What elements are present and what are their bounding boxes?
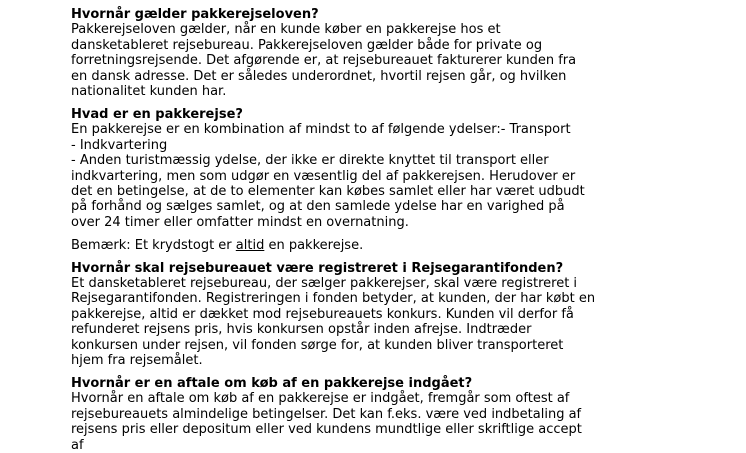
list-item: - Indkvartering: [71, 137, 168, 153]
section-when-law-applies: [71, 7, 596, 99]
note-before: Bemærk: Et krydstogt er: [71, 237, 236, 253]
section-heading: Hvad er en pakkerejse?: [71, 106, 243, 122]
section-what-is-package-trip: [71, 107, 596, 230]
section-heading: Hvornår er en aftale om køb af en pakkerejse indgået?: [71, 375, 473, 391]
note-emphasis: altid: [235, 237, 265, 253]
section-agreement: [71, 376, 596, 453]
note-text: [71, 238, 596, 253]
document-page: [71, 7, 596, 453]
note-after: en pakkerejse.: [264, 237, 364, 253]
section-registration: [71, 261, 596, 369]
section-heading: Hvornår skal rejsebureauet være registreret i Rejsegarantifonden?: [71, 260, 564, 276]
section-body: En pakkerejse er en kombination af mindst to af følgende ydelser:- Transport: [71, 122, 571, 138]
section-note-cruise: [71, 238, 596, 253]
section-heading: Hvornår gælder pakkerejseloven?: [71, 7, 319, 22]
section-body: Et dansketableret rejsebureau, der sælger pakkerejser, skal være registreret i Rejsegarantifonden. Registreringen i fonden betyder, at kunden, der har købt en pakkerejse, altid er dækket mod rejsebureauets konkurs. Kunden vil derfor få refunderet rejsens pris, hvis konkursen opstår inden afrejse. Indtræder konkursen under rejsen, vil fonden sørge for, at kunden bliver transporteret hjem fra rejsemålet.: [71, 276, 596, 369]
section-body: Hvornår en aftale om køb af en pakkerejse er indgået, fremgår som oftest af rejsebureauets almindelige betingelser. Det kan f.eks. være ved indbetaling af rejsens pris eller depositum eller ved kundens mundtlige eller skriftlige accept af: [71, 391, 582, 453]
list-item: - Anden turistmæssig ydelse, der ikke er direkte knyttet til transport eller indkvartering, men som udgør en væsentlig del af pakkerejsen. Herudover er det en betingelse, at de to elementer kan købes samlet eller har været udbudt på forhånd og sælges samlet, og at den samlede ydelse har en varighed på over 24 timer eller omfatter mindst en overnatning.: [71, 153, 585, 230]
section-body: Pakkerejseloven gælder, når en kunde køber en pakkerejse hos et dansketableret rejsebureau. Pakkerejseloven gælder både for private og forretningsrejsende. Det afgørende er, at rejsebureauet fakturerer kunden fra en dansk adresse. Det er således underordnet, hvortil rejsen går, og hvilken nationalitet kunden har.: [71, 22, 577, 100]
